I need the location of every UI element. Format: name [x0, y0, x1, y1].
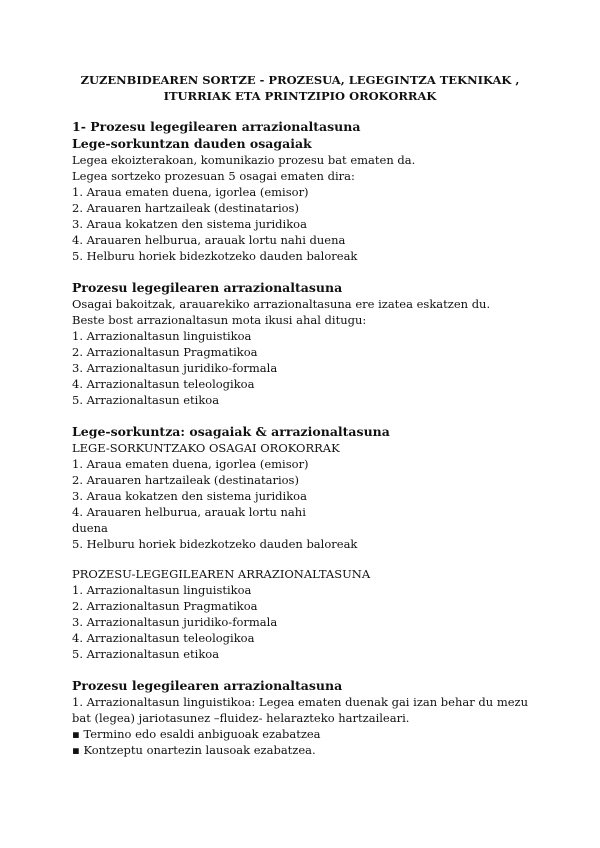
list-item: 1. Araua ematen duena, igorlea (emisor): [72, 457, 309, 471]
bullet-item: ▪ Kontzeptu onartezin lausoak ezabatzea.: [72, 743, 316, 757]
list-item: 3. Araua kokatzen den sistema juridikoa: [72, 489, 307, 503]
list-item: 4. Arauaren helburua, arauak lortu nahi duena: [72, 233, 346, 247]
list-item: duena: [72, 521, 108, 535]
document-title-line-2: ITURRIAK ETA PRINTZIPIO OROKORRAK: [163, 89, 437, 103]
list-item: 5. Helburu horiek bidezkotzeko dauden baloreak: [72, 537, 358, 551]
section1-heading: 1- Prozesu legegilearen arrazionaltasuna: [72, 119, 361, 134]
spacer: [72, 264, 528, 279]
list-item: 2. Arauaren hartzaileak (destinatarios): [72, 201, 299, 215]
section1-lead: Legea sortzeko prozesuan 5 osagai ematen dira:: [72, 169, 355, 183]
section2-heading: Prozesu legegilearen arrazionaltasuna: [72, 280, 343, 295]
spacer: [72, 662, 528, 677]
section2-intro: Osagai bakoitzak, arauarekiko arrazionaltasuna ere izatea eskatzen du. Beste bost arrazionaltasun mota ikusi ahal ditugu:: [72, 297, 491, 327]
list-item: 4. Arrazionaltasun teleologikoa: [72, 377, 255, 391]
section3-heading: Lege-sorkuntza: osagaiak & arrazionaltasuna: [72, 424, 390, 439]
list-item: 2. Arauaren hartzaileak (destinatarios): [72, 473, 299, 487]
section3-group1-title: LEGE-SORKUNTZAKO OSAGAI OROKORRAK: [72, 441, 340, 455]
document-title-line-1: ZUZENBIDEAREN SORTZE - PROZESUA, LEGEGINTZA TEKNIKAK ,: [80, 73, 520, 87]
list-item: 5. Arrazionaltasun etikoa: [72, 393, 220, 407]
list-item: 3. Arrazionaltasun juridiko-formala: [72, 361, 278, 375]
spacer: [72, 552, 528, 566]
spacer: [72, 408, 528, 423]
list-item: 3. Arrazionaltasun juridiko-formala: [72, 615, 278, 629]
section4-paragraph: 1. Arrazionaltasun linguistikoa: Legea ematen duenak gai izan behar du mezu bat (legea) jariotasunez –fluidez- helarazteko hartzaileari.: [72, 695, 528, 725]
document-body: [72, 118, 528, 758]
list-item: 3. Araua kokatzen den sistema juridikoa: [72, 217, 307, 231]
list-item: 1. Arrazionaltasun linguistikoa: [72, 329, 252, 343]
section3-group2-title: PROZESU-LEGEGILEAREN ARRAZIONALTASUNA: [72, 567, 371, 581]
list-item: 4. Arauaren helburua, arauak lortu nahi: [72, 505, 306, 519]
section4-heading: Prozesu legegilearen arrazionaltasuna: [72, 678, 343, 693]
list-item: 4. Arrazionaltasun teleologikoa: [72, 631, 255, 645]
list-item: 5. Helburu horiek bidezkotzeko dauden baloreak: [72, 249, 358, 263]
list-item: 2. Arrazionaltasun Pragmatikoa: [72, 599, 258, 613]
list-item: 1. Araua ematen duena, igorlea (emisor): [72, 185, 309, 199]
list-item: 5. Arrazionaltasun etikoa: [72, 647, 220, 661]
section1-subheading: Lege-sorkuntzan dauden osagaiak: [72, 136, 312, 151]
section1-intro: Legea ekoizterakoan, komunikazio prozesu bat ematen da.: [72, 153, 416, 167]
list-item: 2. Arrazionaltasun Pragmatikoa: [72, 345, 258, 359]
list-item: 1. Arrazionaltasun linguistikoa: [72, 583, 252, 597]
bullet-item: ▪ Termino edo esaldi anbiguoak ezabatzea: [72, 727, 321, 741]
